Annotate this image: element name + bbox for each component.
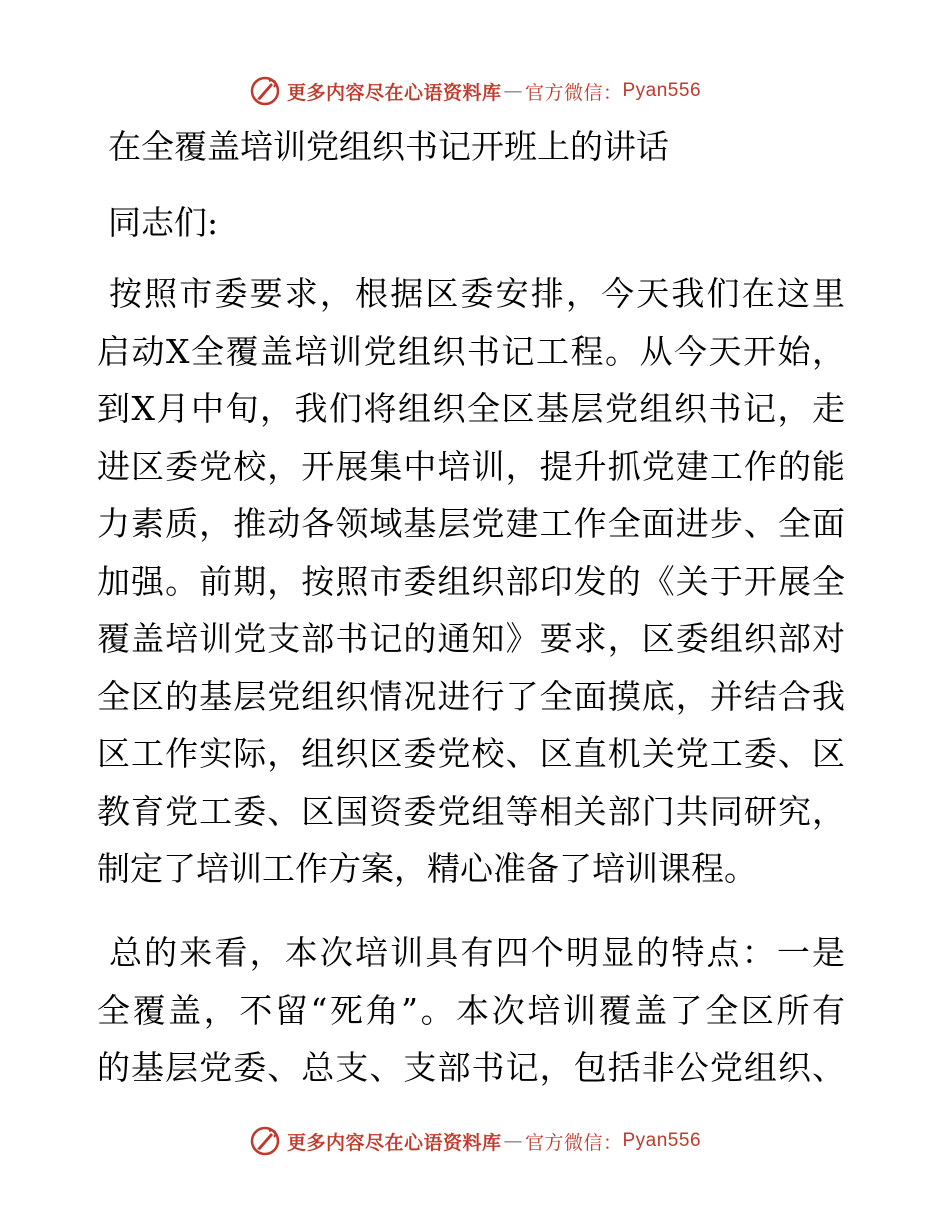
banner-wechat-id: Pyan556 <box>622 1130 702 1151</box>
paragraph-line: 总的来看，本次培训具有四个明显的特点：一是 <box>109 933 845 972</box>
paragraph-line: 启动X全覆盖培训党组织书记工程。从今天开始， <box>97 331 845 371</box>
paragraph-line: 区工作实际，组织区委党校、区直机关党工委、区 <box>97 734 845 773</box>
banner-separator: — <box>503 1130 523 1152</box>
banner-wechat-label: 官方微信： <box>524 81 623 104</box>
paragraph-line: 制定了培训工作方案，精心准备了培训课程。 <box>97 849 757 888</box>
paragraph-line: 进区委党校，开展集中培训，提升抓党建工作的能 <box>97 446 845 486</box>
paragraph-2 <box>97 924 857 1097</box>
paragraph-line: 按照市委要求，根据区委安排，今天我们在这里 <box>109 274 845 313</box>
paragraph-line: 教育党工委、区国资委党组等相关部门共同研究， <box>97 791 845 831</box>
header-banner <box>0 71 950 111</box>
banner-promo-text: 更多内容尽在心语资料库 <box>286 1131 502 1154</box>
quill-logo-icon <box>249 1125 281 1157</box>
quill-logo-icon <box>249 75 281 107</box>
paragraph-line: 力素质，推动各领域基层党建工作全面进步、全面 <box>97 504 845 543</box>
paragraph-line: 覆盖培训党支部书记的通知》要求，区委组织部对 <box>97 619 845 658</box>
paragraph-line: 加强。前期，按照市委组织部印发的《关于开展全 <box>97 561 845 601</box>
paragraph-line: 的基层党委、总支、支部书记，包括非公党组织、 <box>97 1048 845 1087</box>
banner-promo-text: 更多内容尽在心语资料库 <box>286 81 502 104</box>
banner-wechat-label: 官方微信： <box>524 1131 623 1154</box>
document-title: 在全覆盖培训党组织书记开班上的讲话 <box>108 127 669 166</box>
banner-separator: — <box>503 80 523 102</box>
footer-banner <box>0 1121 950 1161</box>
paragraph-line: 全区的基层党组织情况进行了全面摸底，并结合我 <box>97 676 845 716</box>
banner-wechat-id: Pyan556 <box>622 80 702 101</box>
paragraph-1 <box>97 265 857 898</box>
paragraph-line: 到X月中旬，我们将组织全区基层党组织书记，走 <box>97 389 845 428</box>
salutation: 同志们: <box>108 203 219 242</box>
paragraph-line: 全覆盖，不留“死角”。本次培训覆盖了全区所有 <box>97 990 845 1030</box>
